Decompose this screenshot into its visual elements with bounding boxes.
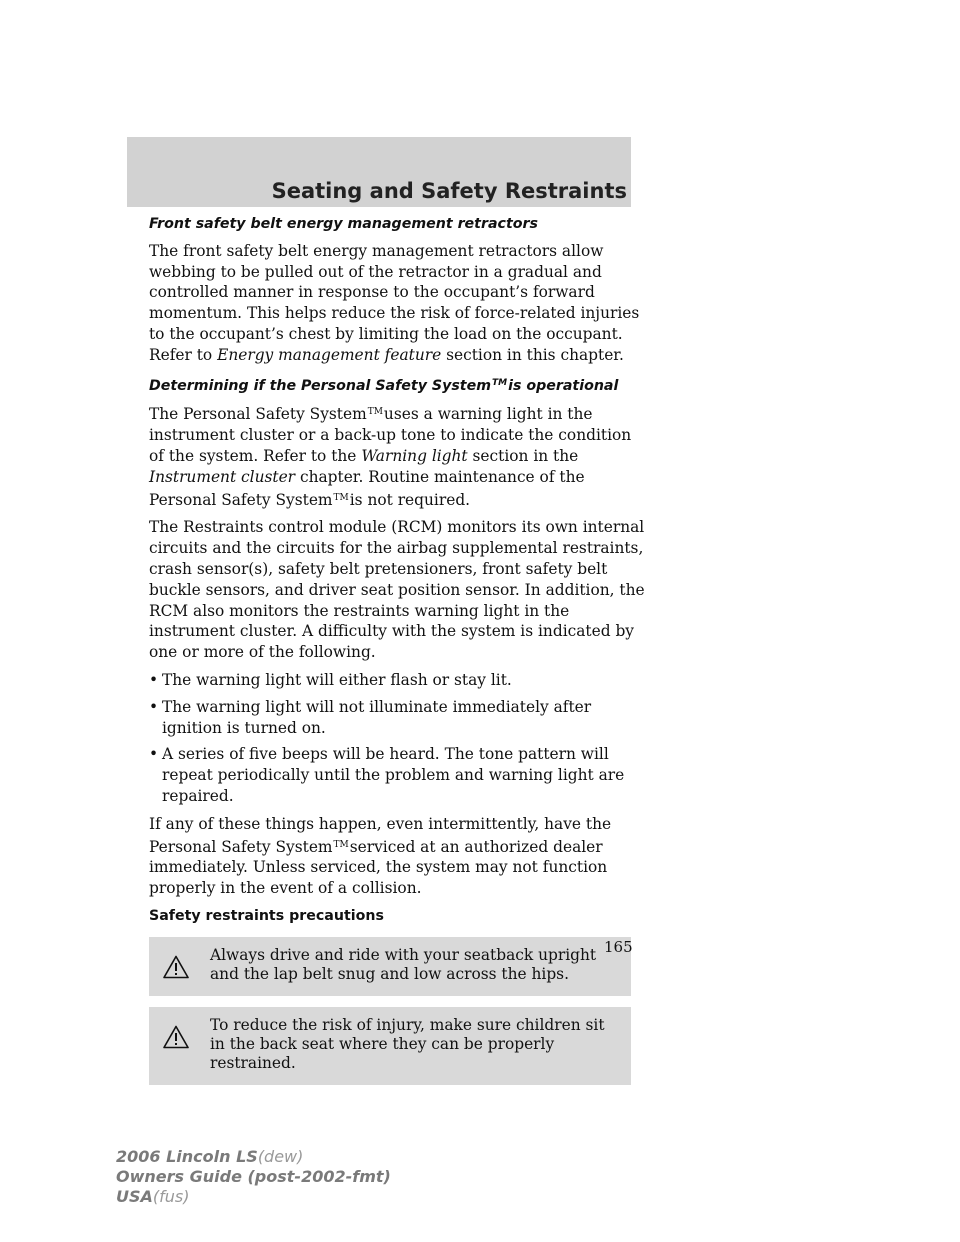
warning-box [149, 1007, 631, 1085]
page-section-title: Seating and Safety Restraints [271, 179, 627, 203]
tm-icon: TM [491, 377, 508, 388]
tm-icon: TM [333, 839, 349, 850]
warning-box [149, 937, 631, 996]
warning-text: To reduce the risk of injury, make sure children sit in the back seat where they can be properly restrained. [210, 1015, 605, 1072]
paragraph-rcm: The Restraints control module (RCM) monitors its own internal circuits and the circuits for the airbag supplemental restraints, crash sensor(s), safety belt pretensioners, front safety belt buckle sensors, and driver seat position sensor. In addition, the RCM also monitors the restraints warning light in the instrument cluster. A difficulty with the system is indicated by one or more of the following. [149, 518, 645, 662]
warning-triangle-icon [163, 955, 189, 979]
paragraph-service-advice: If any of these things happen, even intermittently, have the Personal Safety System™serviced at an authorized dealer immediately. Unless serviced, the system may not function properly in the event of a collision. [149, 814, 612, 898]
list-item: • The warning light will not illuminate immediately after ignition is turned on. [149, 697, 592, 737]
paragraph-retractors: The front safety belt energy management retractors allow webbing to be pulled out of the retractor in a gradual and controlled manner in response to the occupant’s forward momentum. This helps reduce the risk of force-related injuries to the occupant’s chest by limiting the load on the occupant. Refer to Energy management feature section in this chapter. [149, 241, 640, 364]
bullet-icon: • [149, 670, 159, 689]
heading-personal-safety-system: Determining if the Personal Safety System™is operational [149, 377, 619, 394]
page-number: 165 [604, 938, 633, 956]
tm-icon: TM [333, 492, 349, 503]
reference-warning-light: Warning light [361, 446, 468, 465]
symptom-list [149, 670, 649, 807]
bullet-icon: • [149, 745, 159, 764]
document-footer: 2006 Lincoln LS(dew) Owners Guide (post-2002-fmt) USA(fus) [116, 1147, 391, 1206]
page-content [149, 214, 649, 1096]
list-item: • The warning light will either flash or stay lit. [149, 670, 512, 689]
paragraph-pss-warning: The Personal Safety System™uses a warning light in the instrument cluster or a back-up tone to indicate the condition of the system. Refer to the Warning light section in the Instrument cluster chapter. Routine maintenance of the Personal Safety System™is not required. [149, 405, 632, 509]
tm-icon: TM [367, 407, 383, 418]
reference-instrument-cluster: Instrument cluster [149, 467, 296, 486]
warning-triangle-icon [163, 1025, 189, 1049]
bullet-icon: • [149, 697, 159, 716]
warning-text: Always drive and ride with your seatback upright and the lap belt snug and low across the hips. [210, 945, 597, 983]
header-band [127, 137, 631, 207]
list-item: • A series of five beeps will be heard. The tone pattern will repeat periodically until the problem and warning light are repaired. [149, 745, 625, 805]
reference-energy-management-feature: Energy management feature [217, 345, 442, 364]
heading-energy-management-retractors: Front safety belt energy management retractors [149, 216, 538, 232]
heading-safety-restraints-precautions: Safety restraints precautions [149, 907, 384, 924]
